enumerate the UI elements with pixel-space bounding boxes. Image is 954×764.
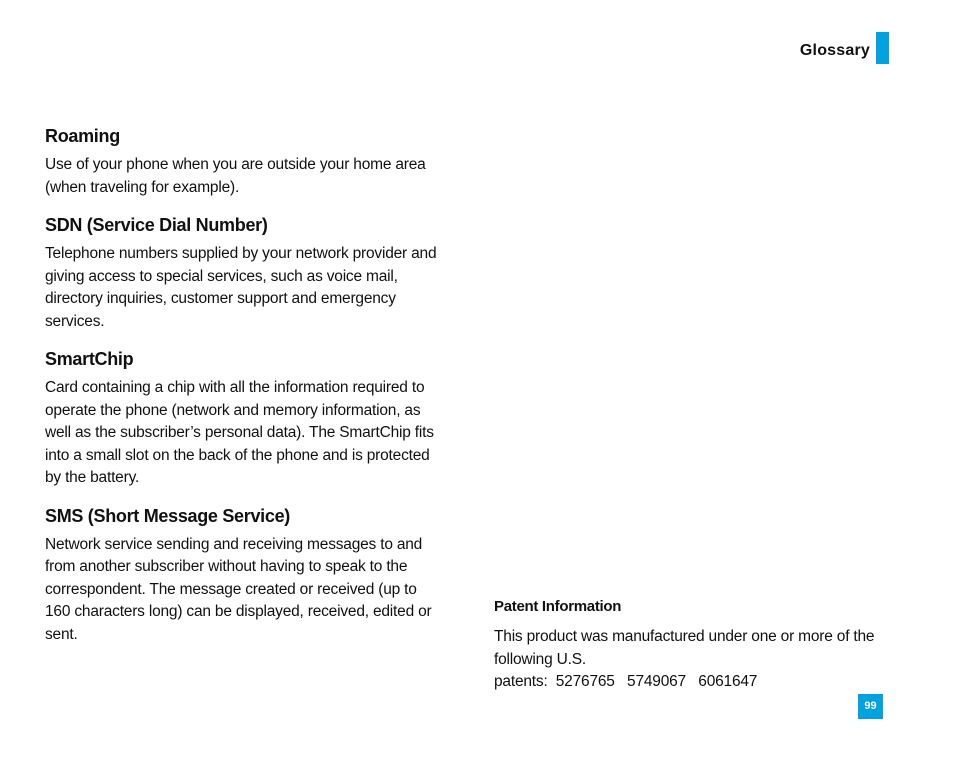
glossary-term: SMS (Short Message Service) — [45, 505, 290, 526]
page-number-badge: 99 — [858, 694, 883, 719]
patent-numbers: patents: 5276765 5749067 6061647 — [494, 673, 758, 690]
patent-intro: This product was manufactured under one or more of the following U.S. — [494, 628, 875, 668]
glossary-term: SDN (Service Dial Number) — [45, 215, 268, 235]
section-title: Glossary — [799, 42, 870, 59]
glossary-term: Roaming — [45, 126, 120, 146]
patent-heading: Patent Information — [494, 598, 622, 615]
glossary-definition: Use of your phone when you are outside your home area (when traveling for example). — [45, 156, 426, 196]
section-accent-bar — [876, 32, 889, 64]
glossary-definition: Telephone numbers supplied by your network provider and giving access to special services, such as voice mail, directory inquiries, customer support and emergency services. — [45, 245, 437, 330]
glossary-column — [45, 124, 445, 660]
glossary-entry-sms — [45, 504, 445, 647]
glossary-entry-sdn — [45, 213, 445, 333]
glossary-definition: Network service sending and receiving messages to and from another subscriber without having to speak to the correspondent. The message created or received (up to 160 characters long) can be displayed, received, edited or sent. — [45, 535, 432, 643]
glossary-entry-smartchip — [45, 347, 445, 490]
patent-information — [494, 596, 894, 694]
glossary-entry-roaming — [45, 124, 445, 199]
glossary-term: SmartChip — [45, 349, 134, 369]
glossary-definition: Card containing a chip with all the information required to operate the phone (network and memory information, as well as the subscriber’s personal data). The SmartChip fits into a small slot on the back of the phone and is protected by the battery. — [45, 379, 434, 486]
